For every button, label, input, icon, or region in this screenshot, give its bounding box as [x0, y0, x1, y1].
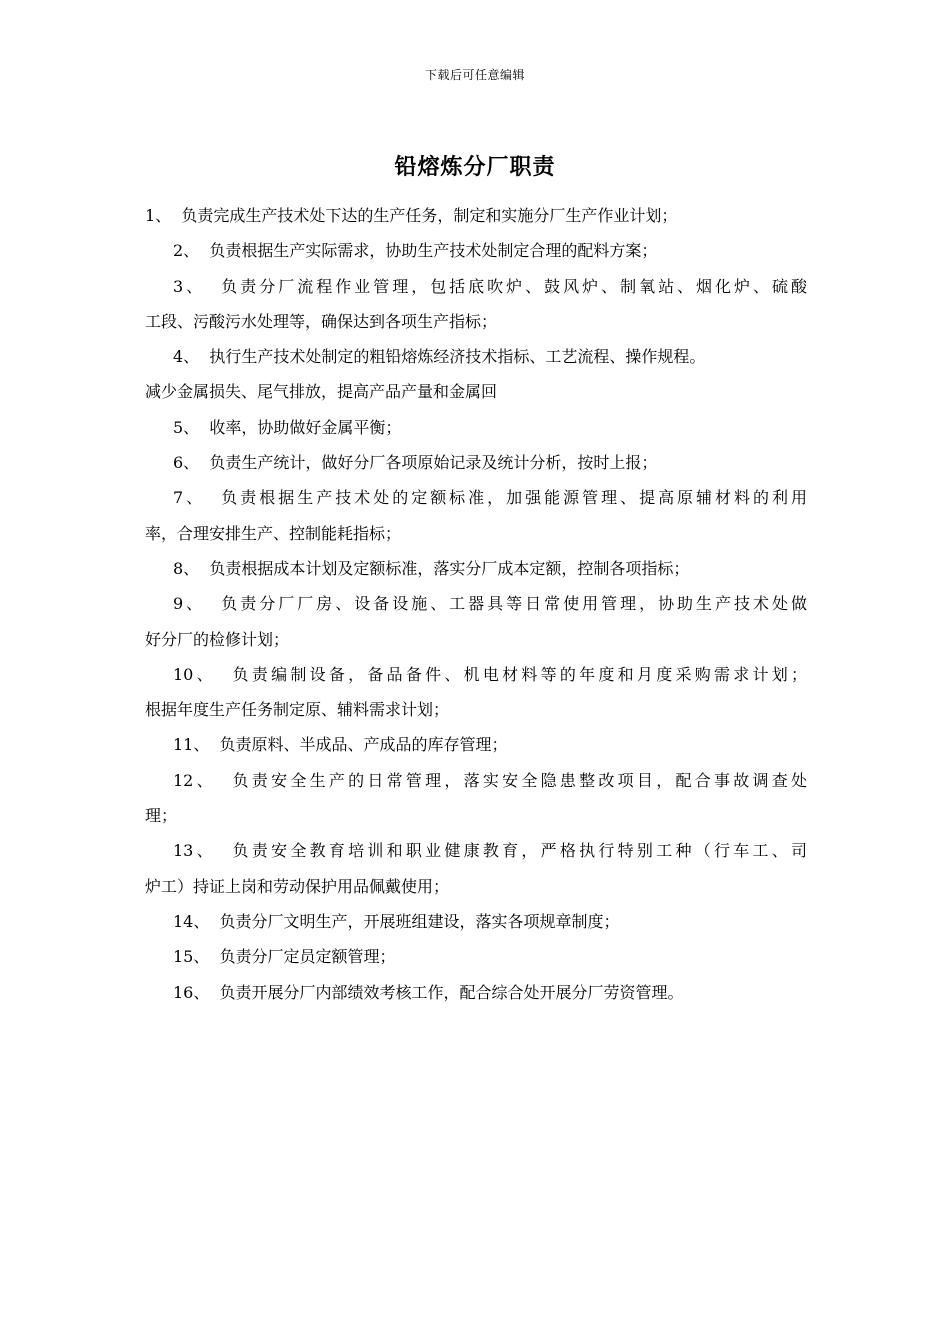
duty-item-16: 16、 负责开展分厂内部绩效考核工作，配合综合处开展分厂劳资管理。	[173, 982, 684, 1002]
duty-item-3: 3、 负责分厂流程作业管理，包括底吹炉、鼓风炉、制氧站、烟化炉、硫酸	[173, 276, 807, 296]
duty-item-13-continued: 炉工）持证上岗和劳动保护用品佩戴使用；	[145, 876, 450, 896]
duty-item-5: 5、 收率，协助做好金属平衡；	[173, 417, 402, 437]
duty-item-9: 9、 负责分厂厂房、设备设施、工器具等日常使用管理，协助生产技术处做	[173, 594, 807, 614]
duty-item-10: 10、 负责编制设备，备品备件、机电材料等的年度和月度采购需求计划；	[173, 664, 807, 684]
duty-item-9-continued: 好分厂的检修计划；	[145, 629, 290, 649]
duty-item-8: 8、 负责根据成本计划及定额标准，落实分厂成本定额，控制各项指标；	[173, 558, 690, 578]
duty-item-13: 13、 负责安全教育培训和职业健康教育，严格执行特别工种（行车工、司	[173, 841, 807, 861]
duty-item-15: 15、 负责分厂定员定额管理；	[173, 947, 396, 967]
page-header-note: 下载后可任意编辑	[424, 68, 525, 82]
duty-item-7: 7、 负责根据生产技术处的定额标准，加强能源管理、提高原辅材料的利用	[173, 488, 807, 508]
duty-item-14: 14、 负责分厂文明生产，开展班组建设，落实各项规章制度；	[173, 911, 620, 931]
duty-item-3-continued: 工段、污酸污水处理等，确保达到各项生产指标；	[145, 311, 498, 331]
duty-item-11: 11、 负责原料、半成品、产成品的库存管理；	[173, 735, 508, 755]
document-body	[145, 198, 807, 1010]
duty-item-4-continued: 减少金属损失、尾气排放，提高产品产量和金属回	[145, 382, 498, 402]
duty-item-6: 6、 负责生产统计，做好分厂各项原始记录及统计分析，按时上报；	[173, 453, 658, 473]
duty-item-2: 2、 负责根据生产实际需求，协助生产技术处制定合理的配料方案；	[173, 241, 658, 261]
duty-item-4: 4、 执行生产技术处制定的粗铅熔炼经济技术指标、工艺流程、操作规程。	[173, 347, 706, 367]
duty-item-7-continued: 率，合理安排生产、控制能耗指标；	[145, 523, 402, 543]
document-title: 铅熔炼分厂职责	[394, 154, 556, 180]
duty-item-10-continued: 根据年度生产任务制定原、辅料需求计划；	[145, 700, 450, 720]
duty-item-1: 1、 负责完成生产技术处下达的生产任务，制定和实施分厂生产作业计划；	[145, 206, 678, 225]
duty-item-12-continued: 理；	[145, 806, 178, 826]
duty-item-12: 12、 负责安全生产的日常管理，落实安全隐患整改项目，配合事故调查处	[173, 770, 807, 790]
